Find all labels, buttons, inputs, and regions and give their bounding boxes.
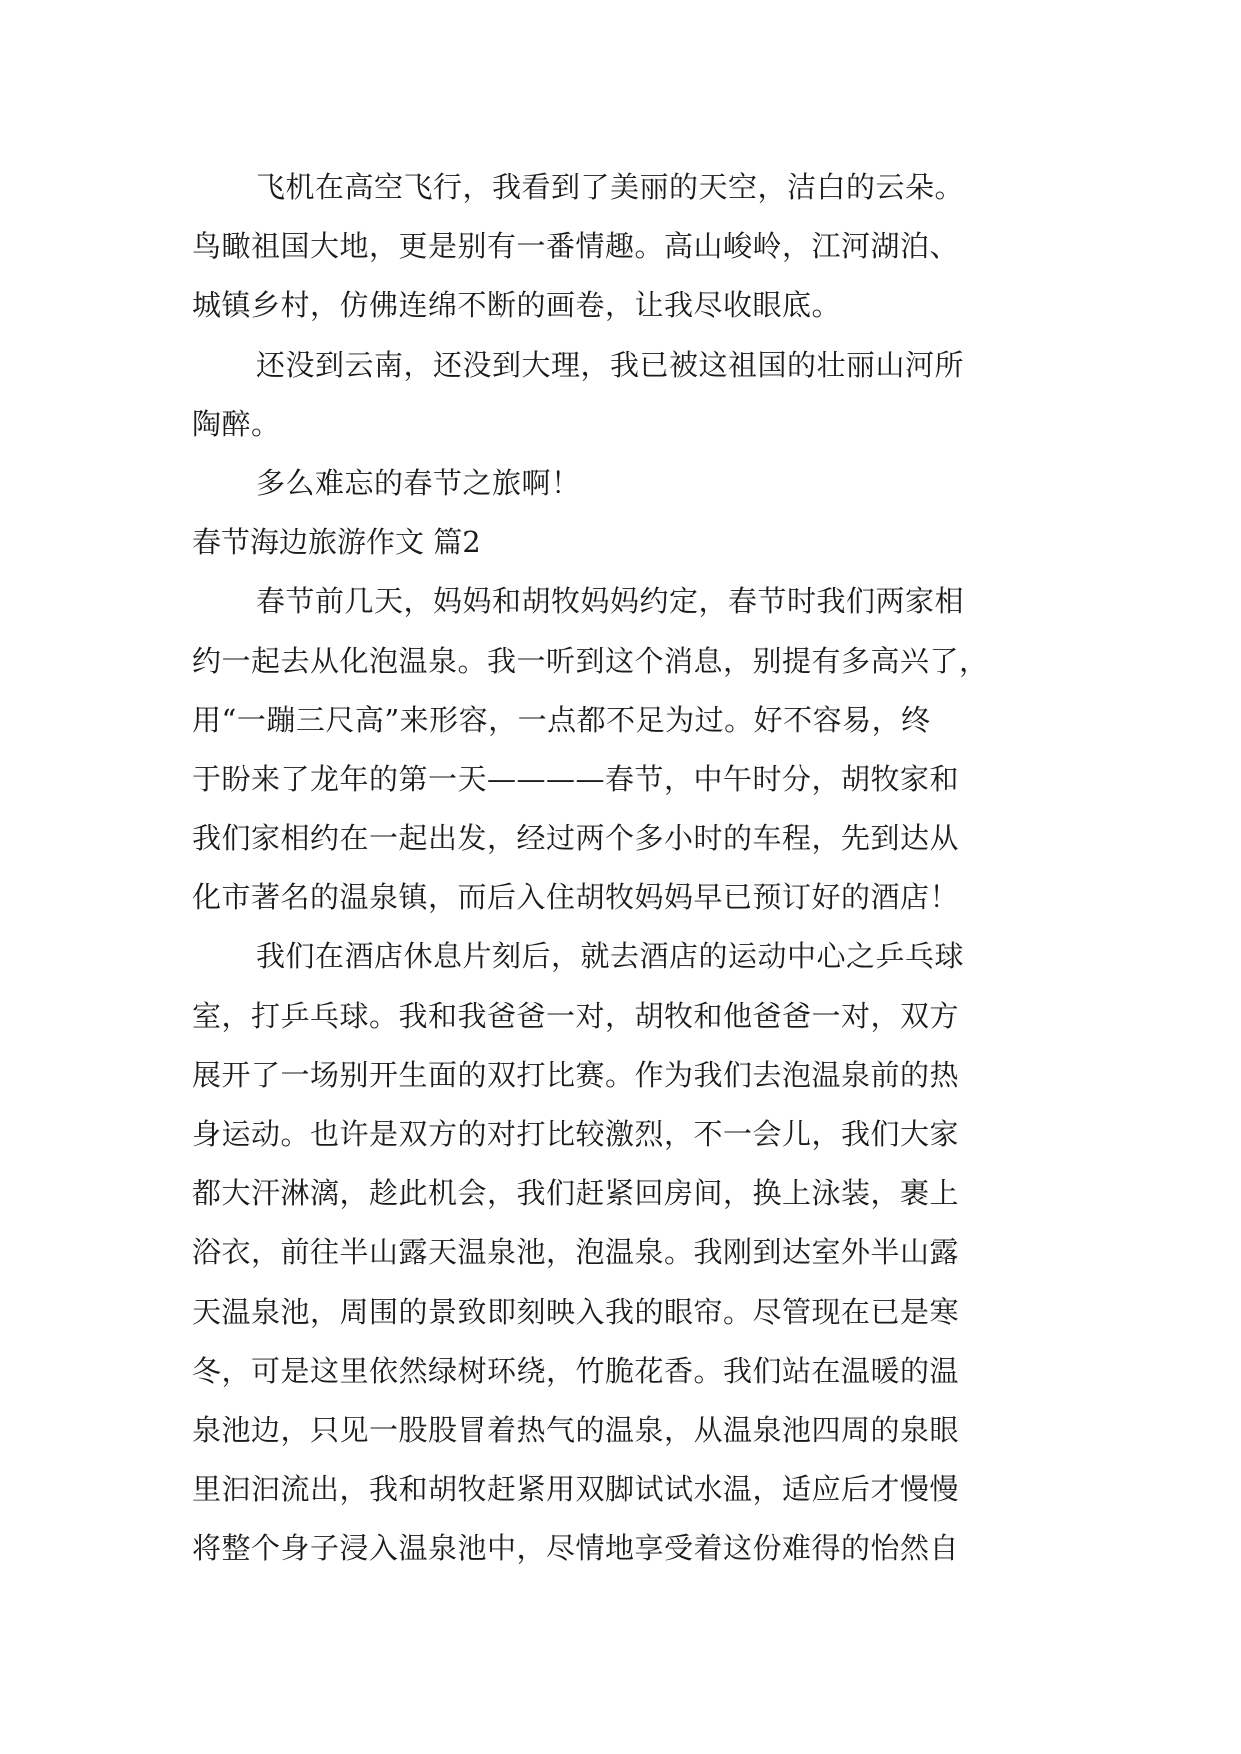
text-line: 化市著名的温泉镇，而后入住胡牧妈妈早已预订好的酒店！ xyxy=(192,880,960,915)
paragraph-4 xyxy=(192,572,1062,927)
text-line: 陶醉。 xyxy=(192,406,281,441)
text-line: 都大汗淋漓，趁此机会，我们赶紧回房间，换上泳装，裹上 xyxy=(192,1176,960,1211)
text-line: 展开了一场别开生面的双打比赛。作为我们去泡温泉前的热 xyxy=(192,1057,960,1092)
text-line: 身运动。也许是双方的对打比较激烈，不一会儿，我们大家 xyxy=(192,1117,960,1151)
text-line: 还没到云南，还没到大理，我已被这祖国的壮丽山河所 xyxy=(256,347,965,382)
text-line: 约一起去从化泡温泉。我一听到这个消息，别提有多高兴了， xyxy=(192,643,989,678)
document-body xyxy=(192,158,1062,1579)
paragraph-2 xyxy=(192,336,1062,454)
text-line: 春节前几天，妈妈和胡牧妈妈约定，春节时我们两家相 xyxy=(256,584,965,619)
text-line: 天温泉池，周围的景致即刻映入我的眼帘。尽管现在已是寒 xyxy=(192,1294,960,1329)
text-line: 用“一蹦三尺高”来形容，一点都不足为过。好不容易，终 xyxy=(192,702,931,737)
text-line: 泉池边，只见一股股冒着热气的温泉，从温泉池四周的泉眼 xyxy=(192,1412,960,1447)
section-heading: 春节海边旅游作文 篇2 xyxy=(192,525,481,560)
text-line: 飞机在高空飞行，我看到了美丽的天空，洁白的云朵。 xyxy=(256,170,965,204)
paragraph-1 xyxy=(192,158,1062,336)
text-line: 浴衣，前往半山露天温泉池，泡温泉。我刚到达室外半山露 xyxy=(192,1235,960,1270)
paragraph-3 xyxy=(192,454,1062,513)
text-line: 我们在酒店休息片刻后，就去酒店的运动中心之乒乓球 xyxy=(256,939,965,974)
text-line: 将整个身子浸入温泉池中，尽情地享受着这份难得的怡然自 xyxy=(192,1531,960,1566)
text-line: 室，打乒乓球。我和我爸爸一对，胡牧和他爸爸一对，双方 xyxy=(192,998,960,1033)
text-line: 里汩汩流出，我和胡牧赶紧用双脚试试水温，适应后才慢慢 xyxy=(192,1472,960,1507)
text-line: 于盼来了龙年的第一天————春节，中午时分，胡牧家和 xyxy=(192,761,960,796)
text-line: 多么难忘的春节之旅啊！ xyxy=(256,465,581,500)
text-line: 鸟瞰祖国大地，更是别有一番情趣。高山峻岭，江河湖泊、 xyxy=(192,229,960,264)
paragraph-5 xyxy=(192,927,1062,1578)
text-line: 城镇乡村，仿佛连绵不断的画卷，让我尽收眼底。 xyxy=(192,288,842,323)
text-line: 我们家相约在一起出发，经过两个多小时的车程，先到达从 xyxy=(192,821,960,856)
text-line: 冬，可是这里依然绿树环绕，竹脆花香。我们站在温暖的温 xyxy=(192,1353,960,1388)
